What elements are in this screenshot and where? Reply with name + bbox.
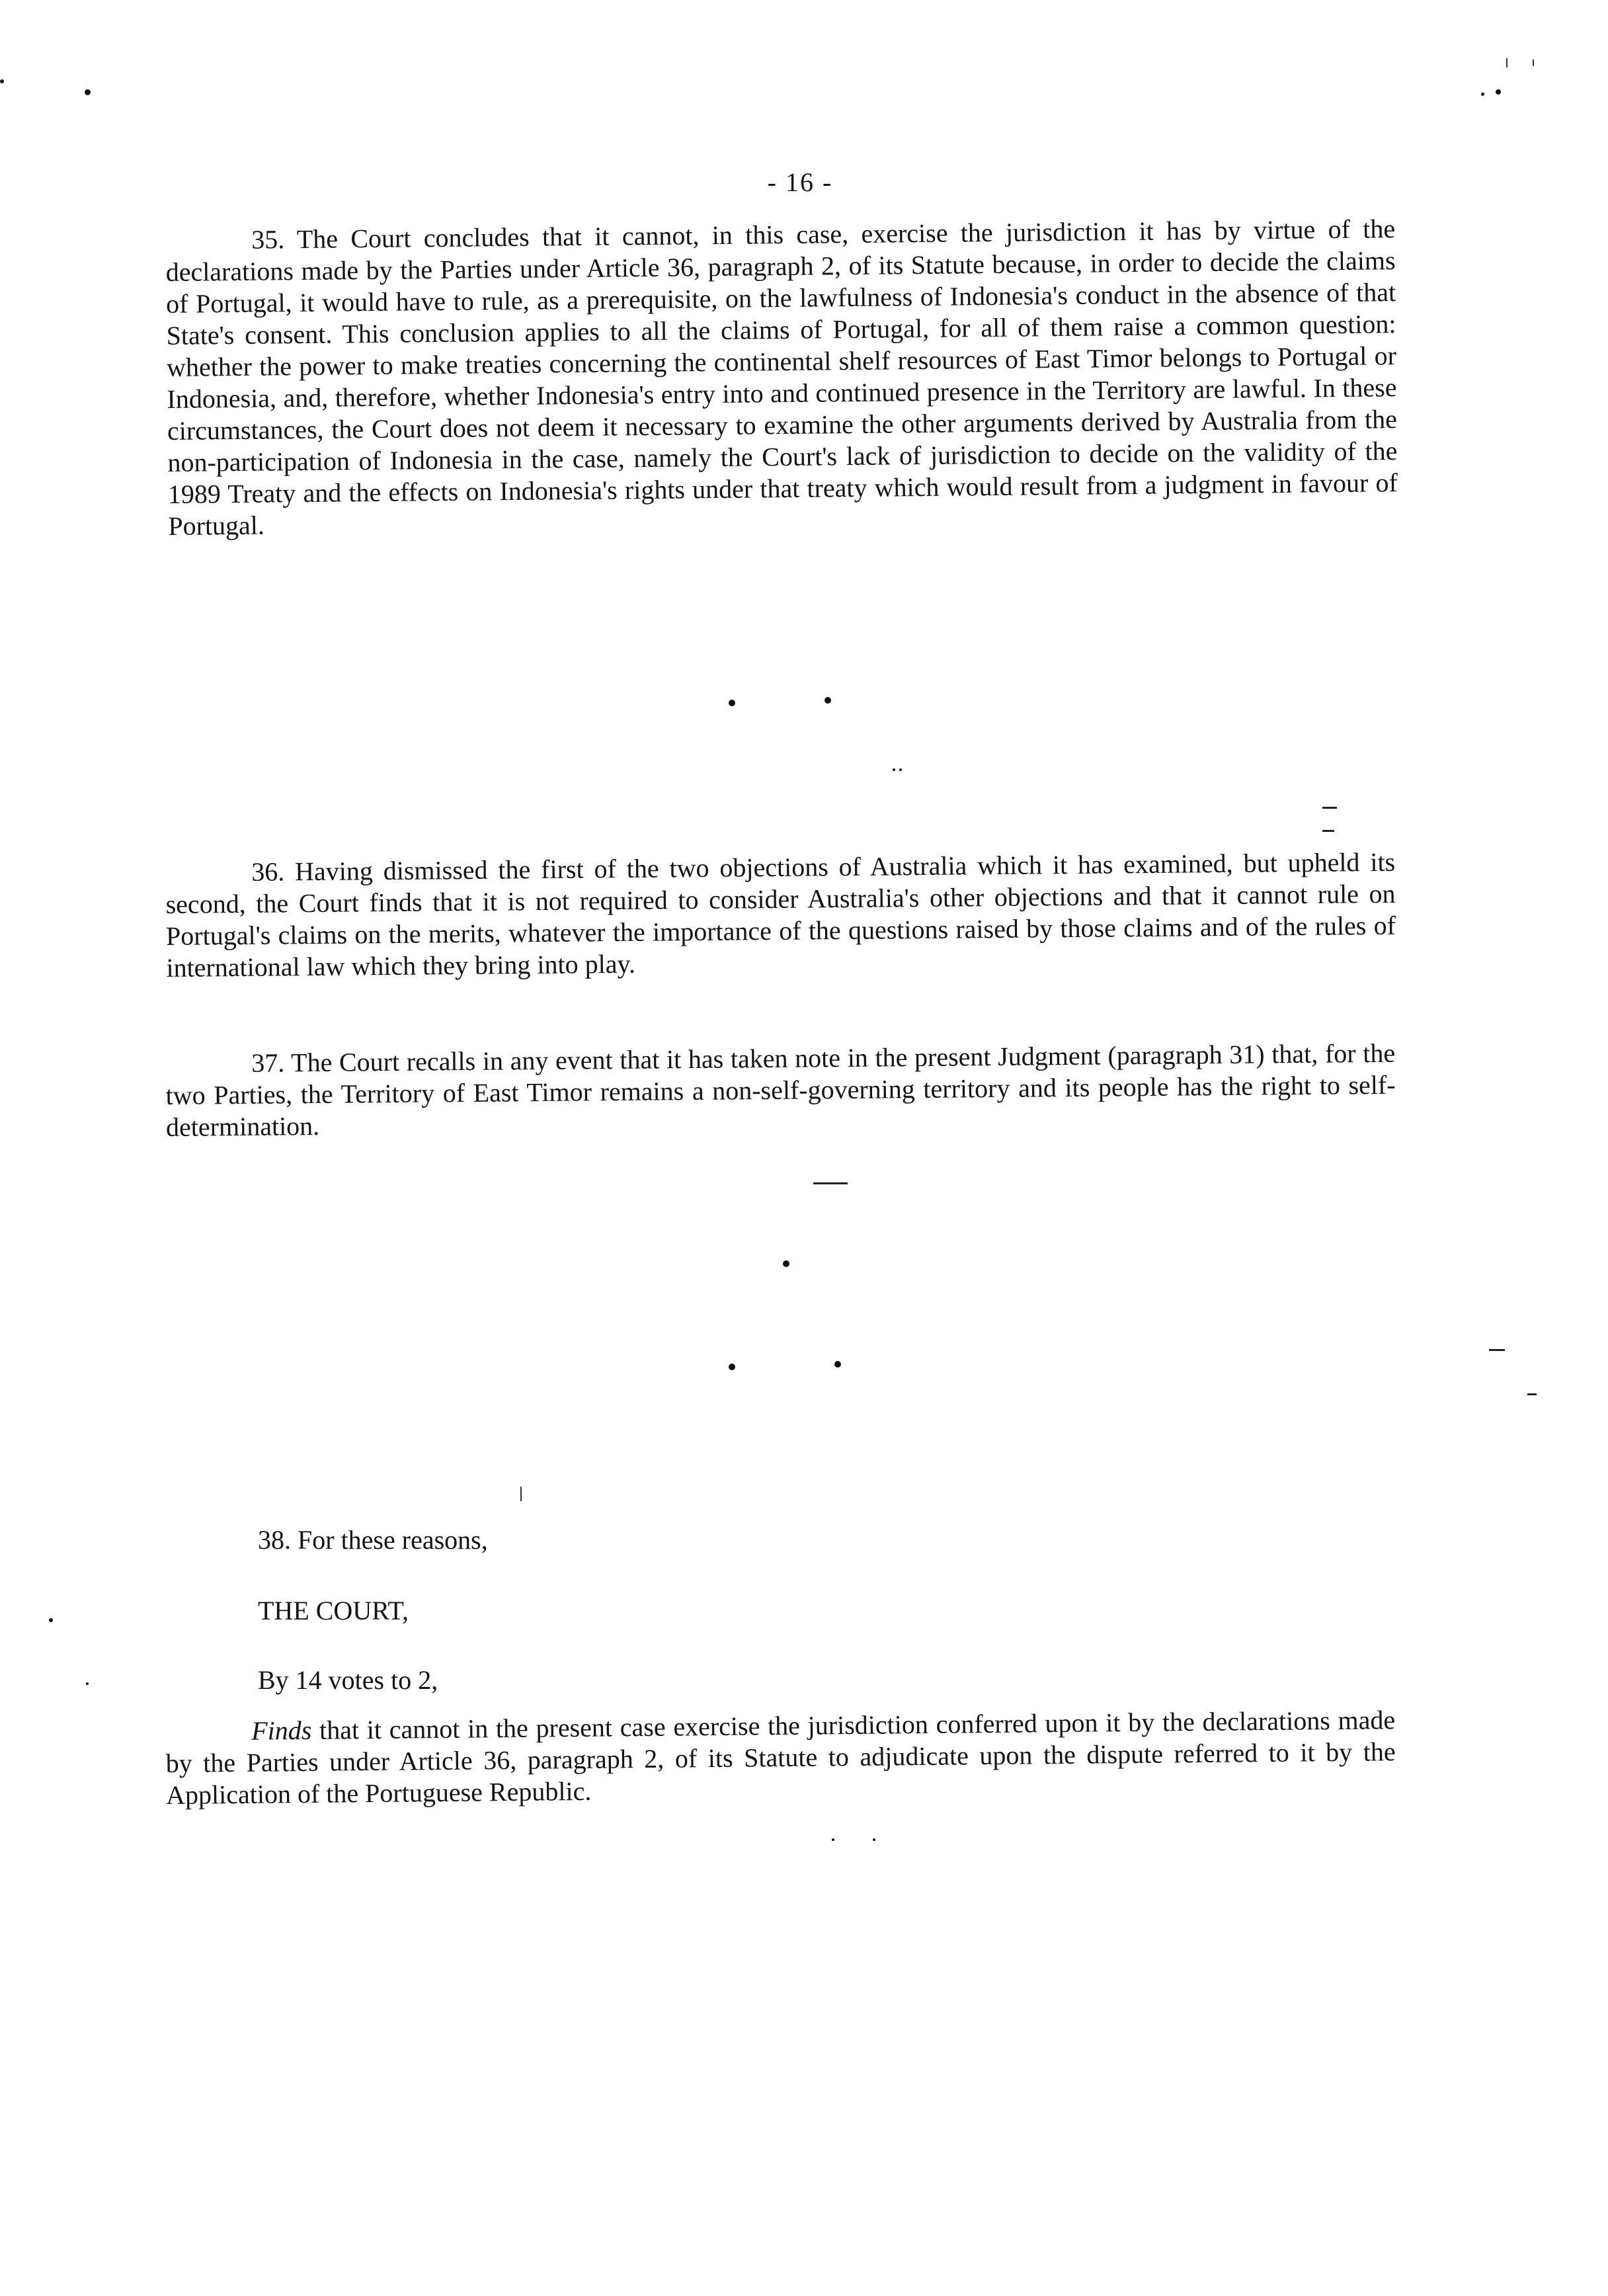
- scan-mark: [1322, 830, 1334, 832]
- section-separator-dot: [783, 1260, 789, 1267]
- scan-speck: [893, 768, 895, 771]
- scan-mark: [1506, 58, 1508, 67]
- scan-mark: [1322, 807, 1337, 809]
- operative-clause-text: that it cannot in the present case exercise the jurisdiction conferred upon it by the declarations made by the Parties under Article 36, paragraph 2, of its Statute to adjudicate upon the dispute referred to it by the Application of the Portuguese Republic.: [165, 1705, 1396, 1810]
- paragraph-37: [165, 1038, 1396, 1143]
- paragraph-38-heading: 38. For these reasons,: [258, 1525, 488, 1555]
- paragraph-36-text: 36. Having dismissed the first of the two objections of Australia which it has examined, but upheld its second, the Court finds that it is not required to consider Australia's other objections and that it cannot rule on Portugal's claims on the merits, whatever the importance of the questions raised by those claims and of the rules of international law which they bring into play.: [165, 846, 1396, 983]
- paragraph-indent: [165, 1072, 251, 1073]
- page-number: - 16 -: [767, 167, 833, 197]
- vote-count: By 14 votes to 2,: [258, 1665, 438, 1695]
- section-separator-dot: [834, 1361, 841, 1368]
- scan-mark: [520, 1487, 522, 1501]
- paragraph-35: [165, 213, 1398, 542]
- paragraph-indent: [165, 881, 251, 882]
- paragraph-36: [165, 846, 1396, 984]
- court-heading: THE COURT,: [258, 1596, 409, 1625]
- paragraph-indent: [165, 1740, 251, 1741]
- scan-speck: [86, 1682, 89, 1685]
- scan-mark: [813, 1182, 848, 1184]
- section-separator-dot: [824, 697, 831, 704]
- scan-mark: [1533, 60, 1534, 66]
- paragraph-35-text: 35. The Court concludes that it cannot, in this case, exercise the jurisdiction it has by virtue of the declarations made by the Parties under Article 36, paragraph 2, of its Statute because, in order to decide the claims of Portugal, it would have to rule, as a prerequisite, on the lawfulness of Indonesia's conduct in the absence of that State's consent. This conclusion applies to all the claims of Portugal, for all of them raise a common question: whether the power to make treaties concerning the continental shelf resources of East Timor belongs to Portugal or Indonesia, and, therefore, whether Indonesia's entry into and continued presence in the Territory are lawful. In these circumstances, the Court does not deem it necessary to examine the other arguments derived by Australia from the non-participation of Indonesia in the case, namely the Court's lack of jurisdiction to decide on the validity of the 1989 Treaty and the effects on Indonesia's rights under that treaty which would result from a judgment in favour of Portugal.: [165, 214, 1398, 541]
- scan-speck: [873, 1838, 875, 1841]
- scan-speck: [0, 79, 4, 83]
- scan-mark: [1489, 1349, 1505, 1351]
- scan-speck: [1496, 89, 1501, 95]
- finds-word: Finds: [251, 1715, 312, 1746]
- scan-speck: [1481, 93, 1484, 96]
- scan-speck: [832, 1838, 834, 1841]
- scan-mark: [1527, 1393, 1537, 1395]
- section-separator-dot: [729, 1364, 735, 1370]
- scan-speck: [49, 1618, 53, 1622]
- paragraph-37-text: 37. The Court recalls in any event that it has taken note in the present Judgment (paragraph 31) that, for the two Parties, the Territory of East Timor remains a non-self-governing territory and its people has the right to self-determination.: [165, 1038, 1396, 1142]
- section-separator-dot: [729, 700, 735, 706]
- scan-speck: [899, 768, 902, 771]
- operative-clause: [165, 1704, 1396, 1811]
- scan-speck: [85, 89, 91, 95]
